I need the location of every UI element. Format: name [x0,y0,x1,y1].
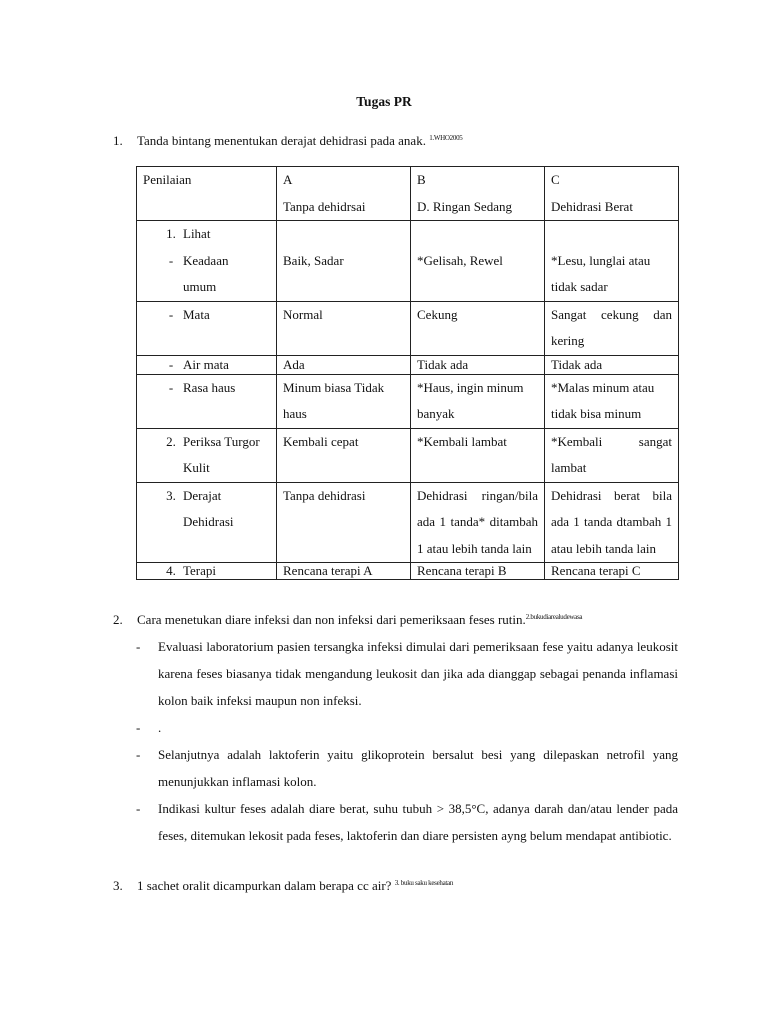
cell-c: Rencana terapi C [545,563,679,580]
cell-a: Normal [277,301,411,355]
question-number: 3. [113,878,123,893]
cell-a: Kembali cepat [277,428,411,482]
dehydration-table [136,166,679,580]
table-row [137,221,679,302]
table-row [137,428,679,482]
question-text: 1 sachet oralit dicampurkan dalam berapa cc air? [137,878,392,893]
question-number: 1. [113,133,123,148]
criterion-cell: 1. Lihat - Keadaan umum [137,221,277,302]
cell-a: Ada [277,355,411,374]
table-row [137,563,679,580]
cell-c: Sangat cekung dan kering [545,301,679,355]
citation: 3. buku saku kesehatan [394,879,454,887]
cell-a: Tanpa dehidrasi [277,482,411,563]
criterion-cell: 4. Terapi [137,563,277,580]
cell-a: Baik, Sadar [277,221,411,302]
question-number: 2. [113,612,123,627]
question-2 [113,611,678,628]
page-title: Tugas PR [356,94,412,109]
criterion-cell: 3. Derajat Dehidrasi [137,482,277,563]
cell-c: *Malas minum atau tidak bisa minum [545,374,679,428]
cell-b: *Gelisah, Rewel [411,221,545,302]
table-row [137,301,679,355]
cell-b: *Kembali lambat [411,428,545,482]
criterion-cell: 2. Periksa Turgor Kulit [137,428,277,482]
question-1 [113,132,678,149]
header-c: C Dehidrasi Berat [545,167,679,221]
cell-b: Dehidrasi ringan/bila ada 1 tanda* ditambah 1 atau lebih tanda lain [411,482,545,563]
list-item: - Selanjutnya adalah laktoferin yaitu glikoprotein bersalut besi yang dilepaskan netrofil yang menunjukkan inflamasi kolon. [136,747,678,789]
citation: 2.bukudiarealudewasa [525,613,583,621]
question-text: Tanda bintang menentukan derajat dehidrasi pada anak. [137,133,426,148]
criterion-cell: - Air mata [137,355,277,374]
header-a: A Tanpa dehidrsai [277,167,411,221]
list-item: - Indikasi kultur feses adalah diare berat, suhu tubuh > 38,5°C, adanya darah dan/atau lender pada feses, ditemukan lekosit pada feses, laktoferin dan diare persisten ayng belum mendapat antibiotic. [136,801,678,843]
cell-a: Minum biasa Tidak haus [277,374,411,428]
cell-b: Cekung [411,301,545,355]
cell-c: Tidak ada [545,355,679,374]
answer-list [136,633,678,849]
cell-c: Dehidrasi berat bila ada 1 tanda dtambah 1 atau lebih tanda lain [545,482,679,563]
cell-b: Tidak ada [411,355,545,374]
list-item: - . [136,720,162,735]
table-row [137,482,679,563]
cell-b: Rencana terapi B [411,563,545,580]
cell-a: Rencana terapi A [277,563,411,580]
table-header-row [137,167,679,221]
criterion-cell: - Mata [137,301,277,355]
header-b: B D. Ringan Sedang [411,167,545,221]
table-row [137,374,679,428]
cell-c: *Kembali sangat lambat [545,428,679,482]
citation: 1.WHO2005 [429,134,463,142]
question-3 [113,877,678,894]
list-item: - Evaluasi laboratorium pasien tersangka infeksi dimulai dari pemeriksaan fese yaitu adanya leukosit karena feses biasanya tidak mengandung leukosit dan jika ada dianggap sebagai penanda inflamasi kolon baik infeksi maupun non infeksi. [136,639,678,708]
table-row [137,355,679,374]
criterion-cell: - Rasa haus [137,374,277,428]
question-text: Cara menetukan diare infeksi dan non infeksi dari pemeriksaan feses rutin. [137,612,526,627]
header-penilaian: Penilaian [137,167,277,221]
cell-b: *Haus, ingin minum banyak [411,374,545,428]
cell-c: *Lesu, lunglai atau tidak sadar [545,221,679,302]
